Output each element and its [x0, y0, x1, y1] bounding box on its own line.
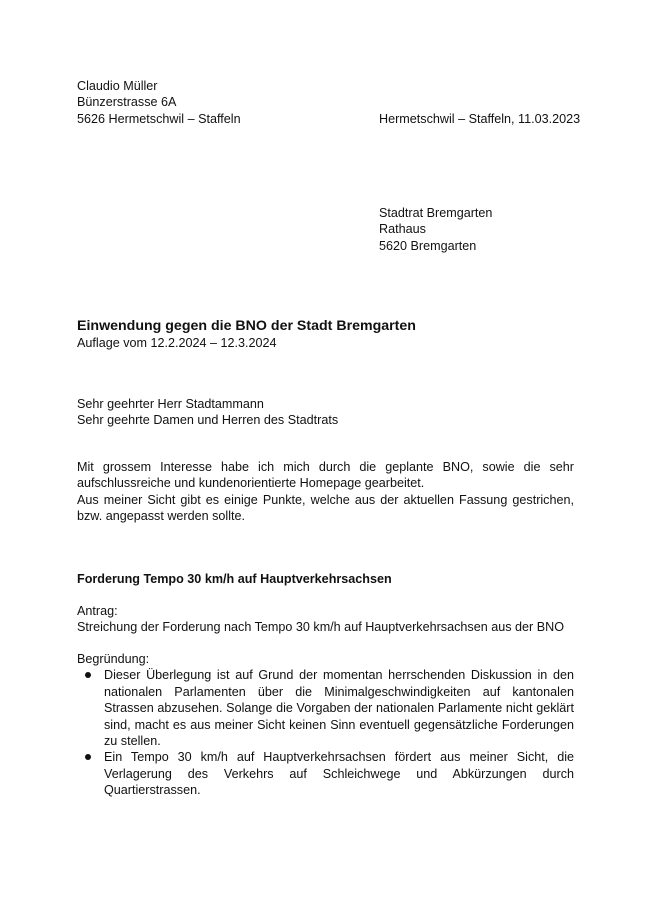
salutation	[77, 396, 338, 429]
list-item-text: Dieser Überlegung ist auf Grund der momentan herrschenden Diskussion in den nationalen Parlamenten über die Minimalgeschwindigkeiten auf kantonalen Strassen abzusehen. Solange die Vorgaben der nationalen Parlamente nicht geklärt sind, macht es aus meiner Sicht keinen Sinn eventuell gegensätzliche Forderungen zu stellen.	[104, 668, 574, 749]
salutation-line-2: Sehr geehrte Damen und Herren des Stadtrats	[77, 413, 339, 428]
list-item-text: Ein Tempo 30 km/h auf Hauptverkehrsachsen fördert aus meiner Sicht, die Verlagerung des Verkehrs auf Schleichwege und Abkürzungen durch Quartierstrassen.	[104, 750, 574, 798]
sender-address	[77, 78, 241, 127]
reasoning-block	[77, 651, 574, 799]
list-item	[77, 667, 574, 749]
recipient-city: 5620 Bremgarten	[379, 238, 477, 253]
bullet-icon	[85, 672, 91, 678]
reasoning-list	[77, 667, 574, 798]
recipient-building: Rathaus	[379, 222, 426, 237]
motion-text: Streichung der Forderung nach Tempo 30 km/h auf Hauptverkehrsachsen aus der BNO	[77, 620, 564, 635]
subject-title: Einwendung gegen die BNO der Stadt Bremgarten	[77, 318, 416, 334]
sender-street: Bünzerstrasse 6A	[77, 95, 177, 110]
motion-label: Antrag:	[77, 604, 118, 618]
intro-paragraph-1: Mit grossem Interesse habe ich mich durch die geplante BNO, sowie die sehr aufschlussreiche und kundenorientierte Homepage gearbeitet.	[77, 460, 574, 491]
recipient-name: Stadtrat Bremgarten	[379, 206, 493, 220]
motion-block	[77, 603, 564, 636]
subject-block	[77, 317, 416, 351]
subject-subtitle: Auflage vom 12.2.2024 – 12.3.2024	[77, 336, 277, 350]
salutation-line-1: Sehr geehrter Herr Stadtammann	[77, 397, 264, 411]
intro-text	[77, 459, 574, 525]
reasoning-label: Begründung:	[77, 652, 150, 666]
sender-name: Claudio Müller	[77, 79, 158, 93]
intro-paragraph-2: Aus meiner Sicht gibt es einige Punkte, welche aus der aktuellen Fassung gestrichen, bzw. angepasst werden sollte.	[77, 492, 574, 524]
place-and-date: Hermetschwil – Staffeln, 11.03.2023	[379, 112, 581, 126]
list-item	[77, 749, 574, 798]
recipient-address	[379, 205, 492, 254]
sender-city: 5626 Hermetschwil – Staffeln	[77, 111, 241, 126]
section-heading: Forderung Tempo 30 km/h auf Hauptverkehrsachsen	[77, 572, 392, 586]
bullet-icon	[85, 754, 91, 760]
